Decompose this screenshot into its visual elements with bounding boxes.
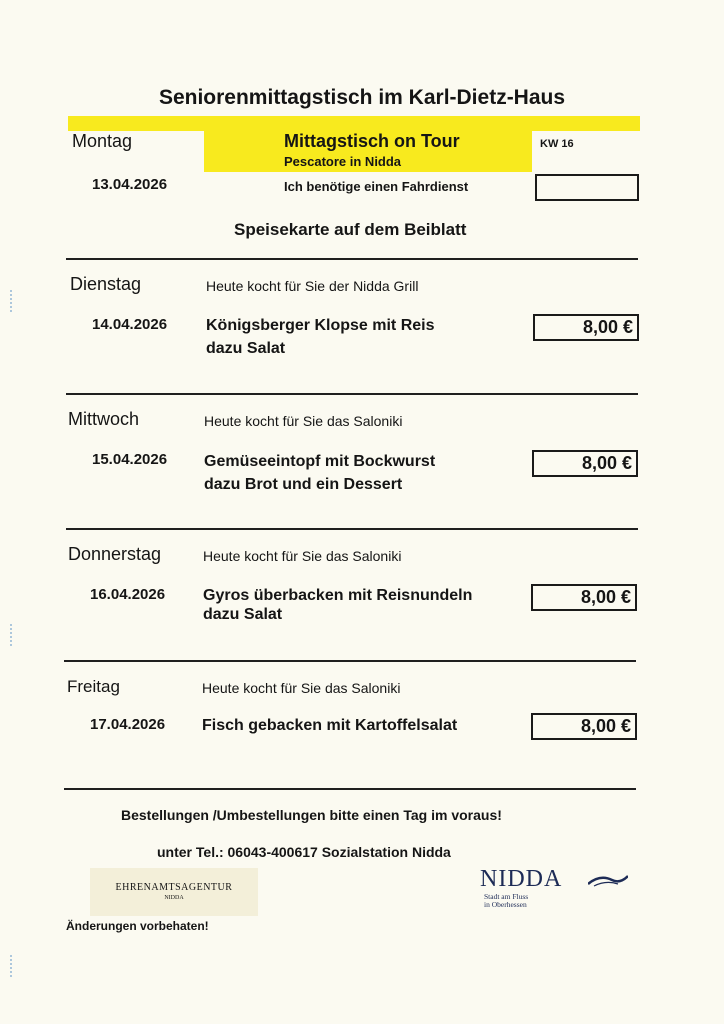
wednesday-dish-line2: dazu Brot und ein Dessert: [204, 476, 403, 493]
tuesday-dish: [206, 314, 435, 360]
thursday-cook: Heute kocht für Sie das Saloniki: [203, 548, 402, 564]
friday-cook: Heute kocht für Sie das Saloniki: [202, 680, 401, 696]
nidda-logo-sub2: in Oberhessen: [484, 900, 527, 909]
wednesday-date: 15.04.2026: [92, 451, 168, 468]
nidda-wave-icon: [588, 872, 628, 888]
wednesday-dish-line1: Gemüseeintopf mit Bockwurst: [204, 453, 436, 470]
transport-checkbox[interactable]: [535, 174, 639, 201]
friday-price: 8,00 €: [531, 713, 637, 740]
divider: [66, 528, 638, 530]
order-note: Bestellungen /Umbestellungen bitte einen Tag im voraus!: [121, 807, 502, 823]
week-label: KW 16: [540, 138, 574, 150]
thursday-dish: [203, 584, 472, 626]
menu-note: Speisekarte auf dem Beiblatt: [234, 220, 467, 239]
thursday-dish-line1: Gyros überbacken mit Reisnundeln: [203, 587, 473, 604]
friday-day: Freitag: [67, 677, 120, 696]
tuesday-price: 8,00 €: [533, 314, 639, 341]
friday-dish: [202, 714, 457, 737]
divider: [66, 258, 638, 260]
friday-dish-line1: Fisch gebacken mit Kartoffelsalat: [202, 717, 458, 734]
tuesday-date: 14.04.2026: [92, 316, 168, 333]
divider: [66, 393, 638, 395]
thursday-date: 16.04.2026: [90, 586, 166, 603]
nidda-logo-sub1: Stadt am Fluss: [484, 892, 529, 901]
nidda-logo-name: NIDDA: [480, 866, 563, 892]
nidda-logo: [480, 866, 562, 909]
thursday-day: Donnerstag: [68, 544, 162, 564]
scan-mark: [10, 290, 18, 312]
wednesday-cook: Heute kocht für Sie das Saloniki: [204, 413, 403, 429]
divider: [64, 788, 636, 790]
monday-day: Montag: [72, 131, 133, 151]
tuesday-day: Dienstag: [70, 274, 142, 294]
wednesday-day: Mittwoch: [68, 409, 140, 429]
wednesday-price: 8,00 €: [532, 450, 638, 477]
disclaimer: Änderungen vorbehaten!: [66, 919, 209, 933]
monday-banner-title: Mittagstisch on Tour: [284, 131, 460, 151]
scan-mark: [10, 624, 18, 646]
transport-label: Ich benötige einen Fahrdienst: [284, 179, 469, 194]
tuesday-dish-line1: Königsberger Klopse mit Reis: [206, 317, 435, 334]
phone-note: unter Tel.: 06043-400617 Sozialstation Nidda: [157, 844, 451, 860]
page-title: Seniorenmittagstisch im Karl-Dietz-Haus: [158, 86, 566, 109]
friday-date: 17.04.2026: [90, 716, 166, 733]
monday-date: 13.04.2026: [92, 176, 168, 193]
divider: [64, 660, 636, 662]
tuesday-cook: Heute kocht für Sie der Nidda Grill: [206, 278, 419, 294]
agency-sub: NIDDA: [164, 895, 184, 901]
wednesday-dish: [204, 450, 435, 496]
tuesday-dish-line2: dazu Salat: [206, 340, 286, 357]
thursday-price: 8,00 €: [531, 584, 637, 611]
ehrenamtsagentur-logo: [90, 868, 258, 916]
agency-name: EHRENAMTSAGENTUR: [115, 882, 233, 893]
scan-mark: [10, 955, 18, 977]
thursday-dish-line2: dazu Salat: [203, 606, 283, 623]
monday-subtitle: Pescatore in Nidda: [284, 154, 402, 169]
